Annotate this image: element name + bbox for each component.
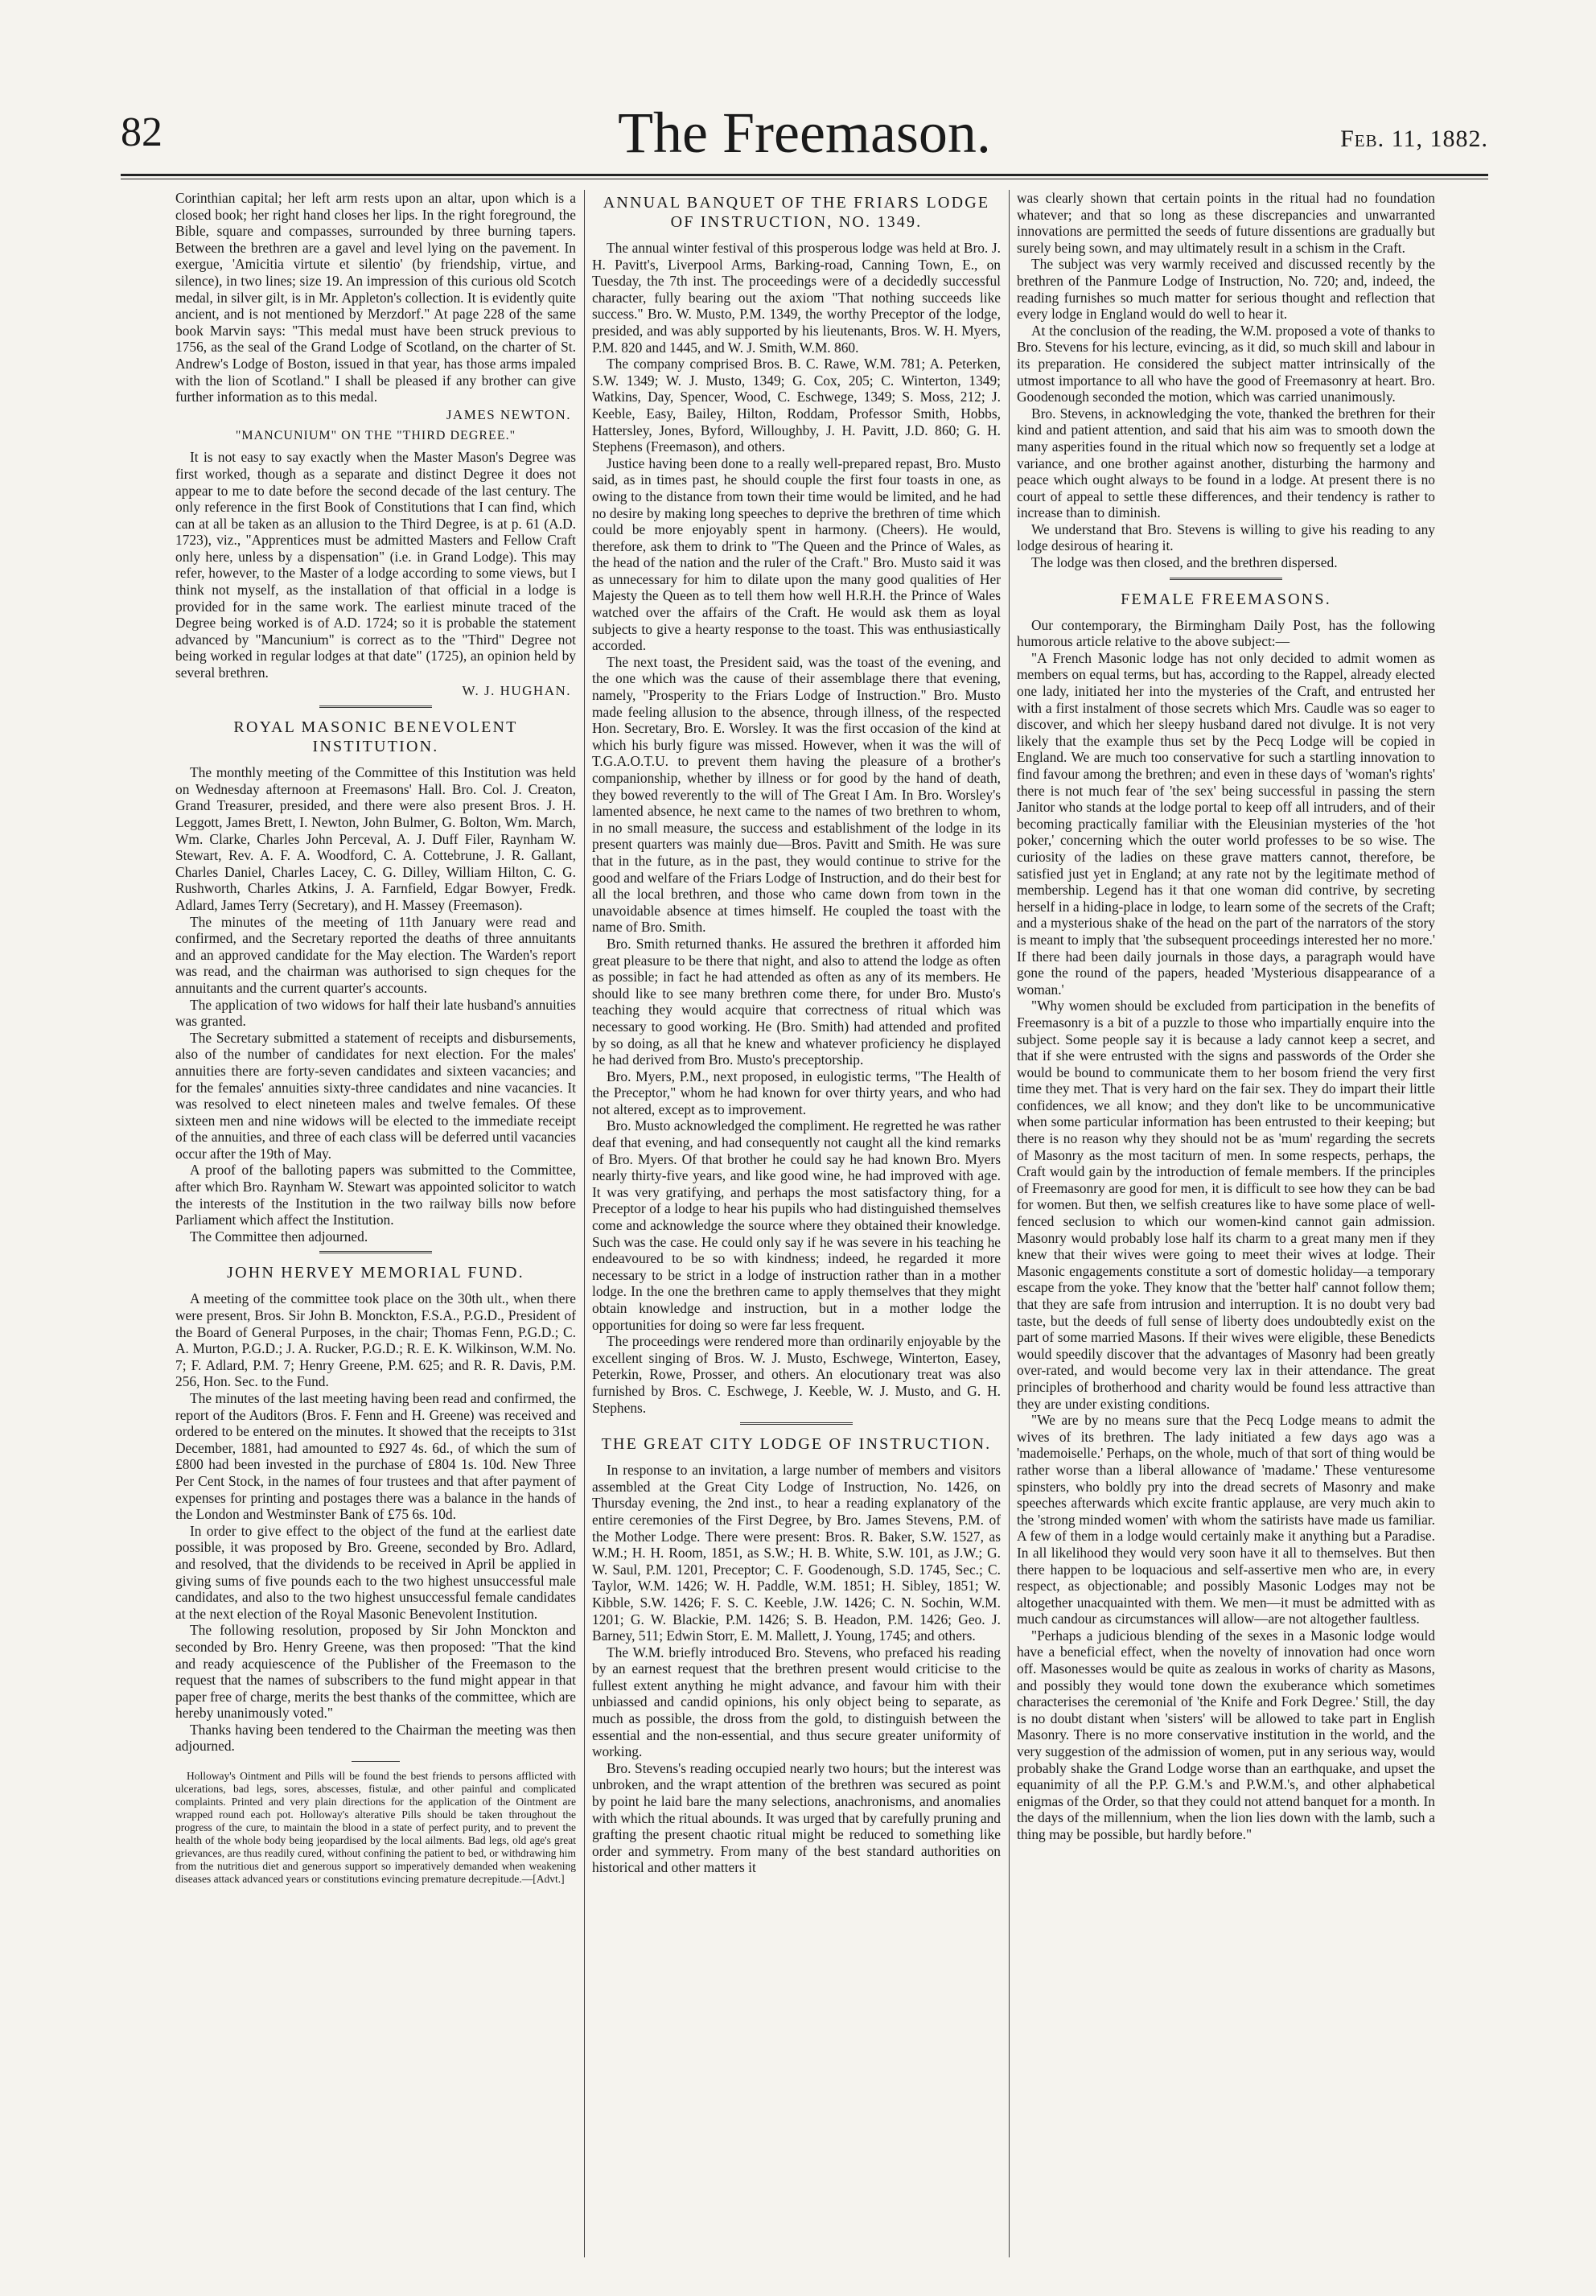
article-heading: ANNUAL BANQUET OF THE FRIARS LODGE OF INSTRUCTION, NO. 1349. — [603, 194, 990, 231]
article-paragraph: The monthly meeting of the Committee of this Institution was held on Wednesday afternoon at Freemasons' Hall. Bro. Col. J. Creaton, Grand Treasurer, presided, and there were also present Bros. J. H. Leggott, James Brett, I. Newton, John Bulmer, G. Bolton, Wm. March, Wm. Clarke, Charles John Perceval, A. J. Duff Filer, Raynham W. Stewart, Rev. A. F. A. Woodford, C. A. Cottebrune, J. R. Gallant, Charles Daniel, Charles Lacey, C. G. Dilley, William Hilton, C. G. Rushworth, Charles Atkins, J. A. Farnfield, Edgar Bowyer, Fredk. Adlard, James Terry (Secretary), and H. Massey (Freemason). — [175, 764, 576, 913]
article-paragraph: was clearly shown that certain points in the ritual had no foundation whatever; and that so long as these discrepancies and unwarranted innovations are permitted the seeds of future dissentions are gradually but surely being sown, and may ultimately result in a schism in the Craft. — [1017, 190, 1435, 256]
article-paragraph: Bro. Stevens's reading occupied nearly two hours; but the interest was unbroken, and the wrapt attention of the brethren was secured as point by point he laid bare the many selections, anachronisms, and anomalies with which the ritual abounds. It was urged that by carefully pruning and grafting the present chaotic ritual might be reduced to something like order and symmetry. From many of the best standard authorities on historical and other matters it — [592, 1759, 1001, 1876]
article-paragraph: "Why women should be excluded from participation in the benefits of Freemasonry is a bit of a puzzle to those who impartially enquire into the subject. Some people say it is because a lady cannot keep a secret, and that if she were entrusted with the signs and passwords of the Order she would be bound to communicate them to her bosom friend the very first time they met. That is very hard on the fair sex. They do impart their little confidences, we all know; and they don't like to be uncommunicative when some particular information has been entrusted to their keeping; but there is no reason why they should not be as 'mum' regarding the secrets of Masonry as the most taciturn of men. In some respects, perhaps, the Craft would gain by the introduction of female members. If the principles of Freemasonry are good for men, it is difficult to see how they can be bad for women. But then, we selfish creatures like to have some place of well-fenced seclusion to which our women-kind cannot gain admission. Masonry would probably lose half its charm to a great many men if they knew that their wives were going to meet their wives at lodge. Their Masonic engagements constitute a sort of domestic holiday—a temporary escape from the yoke. They know that the 'better half' cannot follow them; that they are safe from intrusion and interruption. It is no doubt very bad taste, but the deeds of full sense of liberty does undoubtedly exist on the part of some married Masons. If their wives were eligible, these Benedicts would speedily discover that the advantages of Masonry had been greatly over-rated, and would become very lax in their attendance. The great principles of brotherhood and charity would be found less attractive than they are under existing conditions. — [1017, 998, 1435, 1412]
signature: JAMES NEWTON. — [446, 406, 571, 422]
article-paragraph: It is not easy to say exactly when the Master Mason's Degree was first worked, though as a separate and distinct Degree it does not appear to me to date before the second decade of the last century. The only reference in the first Book of Constitutions that I can find, which can at all be taken as an allusion to the Third Degree, is at p. 61 (A.D. 1723), viz., "Apprentices must be admitted Masters and Fellow Craft only here, unless by a dispensation" (i.e. in Grand Lodge). This may refer, however, to the Master of a lodge according to some views, but I think not myself, as the installation of that official in a lodge is provided for in the same work. The earliest minute traced of the Degree being worked is of A.D. 1724; so it is probable the statement advanced by "Mancunium" is correct as to the "Third" Degree not being worked in regular lodges at that date" (1725), an opinion held by several brethren. — [175, 449, 576, 681]
article-heading: THE GREAT CITY LODGE OF INSTRUCTION. — [601, 1435, 992, 1454]
friars-article — [592, 193, 1001, 1416]
article-paragraph: "Perhaps a judicious blending of the sexes in a Masonic lodge would have a beneficial effect, when the novelty of innovation had once worn off. Masonesses would be quite as zealous in works of charity as Masons, and possibly they would tone down the exuberance which sometimes characterises the ceremonial of 'the Knife and Fork Degree.' Still, the day is no doubt distant when 'sisters' will be allowed to take part in English Masonry. There is no more conservative institution in the world, and the very suggestion of the admission of women, put in any serious way, would probably shake the Grand Lodge worse than an earthquake, and upset the equanimity of all the P.P. G.M.'s and P.W.M.'s, and other alphabetical enigmas of the Order, so that they could not attend banquet for a month. In the days of the millennium, when the lion lies down with the lamb, such a thing may be possible, but hardly before." — [1017, 1627, 1435, 1842]
article-paragraph: The subject was very warmly received and discussed recently by the brethren of the Panmure Lodge of Instruction, No. 720; and, indeed, the reading furnishes so much matter for serious thought and reflection that every lodge in England would do well to hear it. — [1017, 256, 1435, 323]
signature: W. J. HUGHAN. — [462, 682, 571, 698]
article-heading: FEMALE FREEMASONS. — [1121, 590, 1331, 608]
article-paragraph: Bro. Musto acknowledged the compliment. He regretted he was rather deaf that evening, and had consequently not caught all the kind remarks of Bro. Myers. Of that brother he could say he had known Bro. Myers nearly thirty-five years, and like good wine, he had improved with age. It was very gratifying, and perhaps the most satisfactory thing, for a Preceptor of a lodge to hear his pupils who had distinguished themselves come and acknowledge the source where they obtained their knowledge. Such was the case. He could only say if he was severe in his teaching he endeavoured to be so with kindness; indeed, he regarded it more necessary to be strict in a lodge of instruction rather than in a mother lodge. In the one the brethren came to apply themselves that they might obtain knowledge and instruction, but in a mother lodge the opportunities for doing so were far less frequent. — [592, 1117, 1001, 1333]
section-divider — [1170, 578, 1282, 582]
article-heading: "MANCUNIUM" ON THE "THIRD DEGREE." — [235, 429, 516, 443]
article-paragraph: Thanks having been tendered to the Chairman the meeting was then adjourned. — [175, 1721, 576, 1755]
great-city-continued — [1017, 190, 1435, 571]
article-paragraph: At the conclusion of the reading, the W.M. proposed a vote of thanks to Bro. Stevens for his lecture, evincing, as it did, so much skill and labour in its preparation. He considered the subject matter intrinsically of the utmost importance to all who have the good of Freemasonry at heart. Bro. Goodenough seconded the motion, which was carried unanimously. — [1017, 322, 1435, 405]
article-heading: ROYAL MASONIC BENEVOLENT INSTITUTION. — [233, 718, 518, 756]
column-rule-1 — [584, 190, 585, 2257]
great-city-article — [592, 1434, 1001, 1876]
section-divider — [740, 1422, 853, 1426]
page-number: 82 — [121, 109, 162, 155]
article-paragraph: The application of two widows for half their late husband's annuities was granted. — [175, 996, 576, 1030]
article-paragraph: The Secretary submitted a statement of receipts and disbursements, also of the number of candidates for next election. For the males' annuities there are forty-seven candidates and sixteen vacancies; and for the females' annuities sixty-three candidates and nine vacancies. It was resolved to elect nineteen males and twelve females. Of these sixteen men and nine widows will be elected to the immediate receipt of the annuities, and three of each class will be deferred until vacancies occur after the 19th of May. — [175, 1029, 576, 1162]
advert-text: Holloway's Ointment and Pills will be found the best friends to persons afflicted with ulcerations, bad legs, sores, abscesses, fistulæ, and other painful and complicated complaints. Printed and very plain directions for the application of the Ointment are wrapped round each pot. Holloway's alterative Pills should be taken throughout the progress of the cure, to maintain the blood in a state of perfect purity, and to prevent the health of the whole body being jeopardised by the local ailments. Bad legs, old age's great grievances, are thus readily cured, without confining the patient to bed, or withdrawing him from the nutritious diet and generous support so imperatively demanded when weakening diseases attack advanced years or constitutions evincing premature decrepitude.—[Advt.] — [175, 1770, 576, 1886]
article-paragraph: "A French Masonic lodge has not only decided to admit women as members on equal terms, but has, according to the Rappel, already elected one lady, initiated her into the mysteries of the Craft, and entrusted her with a first instalment of those secrets which Mrs. Caudle was so eager to discover, and which her sleepy husband dared not divulge. It is not very likely that the example thus set by the Pecq Lodge will be copied in England. We are much too conservative for such a startling innovation to find favour among the brethren; and even in these days of 'woman's rights' there is not much fear of 'the sex' being successful in passing the stern Janitor who stands at the lodge portal to keep off all intruders, and of their becoming practically familiar with the Eleusinian mysteries of the 'hot poker,' concerning which the outer world professes to be so wise. The curiosity of the ladies on these grave matters cannot, therefore, be satisfied just yet in England; at any rate not by the legitimate method of membership. Legend has it that one woman did contrive, by secreting herself in a hiding-place in lodge, to learn some of the secrets of the Craft; and a mysterious shake of the head on the part of the narrators of the story is meant to imply that 'the subsequent proceedings interested her no more.' If there had been daily journals in those days, a paragraph would have gone the round of the papers, headed 'Mysterious disappearance of a woman.' — [1017, 649, 1435, 998]
section-divider — [352, 1761, 400, 1762]
article-paragraph: A proof of the balloting papers was submitted to the Committee, after which Bro. Raynham W. Stewart was appointed solicitor to watch the interests of the Institution in the two railway bills now before Parliament which affect the Institution. — [175, 1162, 576, 1228]
article-paragraph: The following resolution, proposed by Sir John Monckton and seconded by Bro. Henry Greene, was then proposed: "That the kind and ready acquiescence of the Publisher of the Freemason to the request that the names of subscribers to the fund might appear in that paper free of charge, merits the best thanks of the committee, which are hereby unanimously voted." — [175, 1622, 576, 1722]
masthead — [121, 101, 1488, 169]
article-paragraph: In order to give effect to the object of the fund at the earliest date possible, it was proposed by Bro. Greene, seconded by Bro. Adlard, and resolved, that the dividends to be received in April be applied in giving sums of five pounds each to the two highest unsuccessful male candidates, and also to the two highest unsuccessful female candidates at the next election of the Royal Masonic Benevolent Institution. — [175, 1522, 576, 1622]
advertisement — [175, 1770, 576, 1886]
article-paragraph: Corinthian capital; her left arm rests upon an altar, upon which is a closed book; her right hand closes her lips. In the right foreground, the Bible, square and compasses, surrounded by three burning tapers. Between the brethren are a gavel and level lying on the pavement. In exergue, 'Amicitia virtute et silentio' (by friendship, virtue, and silence), in two lines; size 19. An impression of this curious old Scotch medal, in silver gilt, is in Mr. Appleton's collection. It is evidently quite ancient, and is not mentioned by Merzdorf." At page 228 of the same book Marvin says: "This medal must have been struck previous to 1756, as the seal of the Grand Lodge of Scotland, on the charter of St. Andrew's Lodge of Boston, issued in that year, has those arms impaled with the lion of Scotland." I shall be pleased if any brother can give further information as to this medal. — [175, 190, 576, 405]
article-paragraph: The minutes of the last meeting having been read and confirmed, the report of the Auditors (Bros. F. Fenn and H. Greene) was received and ordered to be entered on the minutes. It showed that the receipts to 31st December, 1881, had amounted to £927 4s. 6d., of which the sum of £800 had been invested in the purchase of £804 1s. 10d. New Three Per Cent Stock, in the names of four trustees and that after payment of expenses for printing and postages there was a balance in the hands of the London and Westminster Bank of £75 6s. 10d. — [175, 1390, 576, 1523]
article-paragraph: The minutes of the meeting of 11th January were read and confirmed, and the Secretary reported the deaths of three annuitants and an approved candidate for the May election. The Warden's report was read, and the chairman was authorised to sign cheques for the annuitants and the current quarter's accounts. — [175, 913, 576, 996]
article-paragraph: "We are by no means sure that the Pecq Lodge means to admit the wives of its brethren. The lady initiated a few days ago was a 'mademoiselle.' Perhaps, on the whole, much of that sort of thing would be rather worse than a liberal allowance of 'madame.' These venturesome spinsters, who boldly pry into the dread secrets of Masonry and make speeches afterwards which excite frantic applause, are very much akin to the 'strong minded women' with whom the satirists have made us familiar. A few of them in a lodge would certainly make it anything but a Paradise. In all likelihood they would very soon have it all to themselves. But then there happen to be loquacious and self-assertive men who are, in every respect, as objectionable; and possibly Masonic Lodges may not be altogether unacquainted with them. We men—it must be admitted with as much candour as circumstances will allow—are not altogether faultless. — [1017, 1412, 1435, 1627]
article-paragraph: The proceedings were rendered more than ordinarily enjoyable by the excellent singing of Bros. W. J. Musto, Eschwege, Winterton, Easey, Peterkin, Rowe, Prosser, and others. An elocutionary treat was also furnished by Bros. C. Eschwege, J. Keeble, W. J. Musto, and G. H. Stephens. — [592, 1333, 1001, 1416]
rmbi-article — [175, 718, 576, 1245]
article-paragraph: Our contemporary, the Birmingham Daily Post, has the following humorous article relative to the above subject:— — [1017, 616, 1435, 650]
column-3 — [1017, 190, 1435, 2257]
column-rule-2 — [1009, 190, 1010, 2257]
article-paragraph: In response to an invitation, a large number of members and visitors assembled at the Great City Lodge of Instruction, No. 1426, on Thursday evening, the 2nd inst., to hear a reading explanatory of the entire ceremonies of the First Degree, by Bro. James Stevens, P.M. of the Mother Lodge. There were present: Bros. R. Baker, S.W. 1527, as W.M.; H. H. Room, 1851, as S.W.; H. B. White, S.W. 101, as J.W.; G. W. Saul, P.M. 1201, Preceptor; C. F. Goodenough, S.D. 1745, Sec.; C. Taylor, W.M. 1426; W. H. Paddle, W.M. 1851; H. Sibley, 1851; W. Kibble, S.W. 1426; F. S. C. Keeble, J.W. 1426; C. N. Sochin, W.M. 1201; G. W. Blackie, P.M. 1426; S. B. Headon, P.M. 1426; Geo. J. Barney, 511; Edwin Storr, E. M. Mallett, J. Young, 1745; and others. — [592, 1462, 1001, 1644]
paper-title: The Freemason. — [618, 101, 991, 165]
column-2 — [592, 190, 1001, 2257]
article-paragraph: A meeting of the committee took place on the 30th ult., when there were present, Bros. Sir John B. Monckton, F.S.A., P.G.D., President of the Board of General Purposes, in the chair; Thomas Fenn, P.G.D.; C. A. Murton, P.G.D.; J. A. Rucker, P.G.D.; R. E. K. Wilkinson, W.M. No. 7; F. Adlard, P.M. 7; Henry Greene, P.M. 625; and R. R. Davis, P.M. 256, Hon. Sec. to the Fund. — [175, 1290, 576, 1390]
article-paragraph: Bro. Myers, P.M., next proposed, in eulogistic terms, "The Health of the Preceptor," whom he had known for over thirty years, and who had not altered, except as to improvement. — [592, 1068, 1001, 1117]
medal-letter — [175, 190, 576, 423]
article-paragraph: The next toast, the President said, was the toast of the evening, and the one which was the cause of their assemblage there that evening, namely, "Prosperity to the Friars Lodge of Instruction." Bro. Musto made feeling allusion to the absence, through illness, of the respected Hon. Secretary, Bro. E. Worsley. It was the first occasion of the kind at which his burly figure was missed. However, when it was the will of T.G.A.O.T.U. to prevent them having the pleasure of a brother's companionship, whether by illness or for good by the hand of death, they bowed reverently to the will of The Great I Am. In Bro. Worsley's lamented absence, he next came to the names of two brethren to whom, in no small measure, the success and establishment of the lodge in its present quarters was mainly due—Bros. Pavitt and Smith. He was sure that in the future, as in the past, they would continue to strive for the good and welfare of the Friars Lodge of Instruction, and do their best for all the local brethren, and those who came down from town in the unavoidable absence at times himself. He coupled the toast with the name of Bro. Smith. — [592, 653, 1001, 936]
article-heading: JOHN HERVEY MEMORIAL FUND. — [227, 1264, 524, 1282]
issue-date: Feb. 11, 1882. — [1340, 125, 1488, 152]
female-freemasons-article — [1017, 590, 1435, 1843]
article-paragraph: Bro. Stevens, in acknowledging the vote, thanked the brethren for their kind and patient attention, and said that his aim was to smooth down the many asperities found in the ritual which now so frequently set a lodge at variance, and one brother against another, disturbing the harmony and peace which ought always to be found in a lodge. At present there is no court of appeal to settle these differences, and their tendency is rather to increase than to diminish. — [1017, 405, 1435, 521]
article-paragraph: The Committee then adjourned. — [190, 1228, 368, 1245]
article-paragraph: The annual winter festival of this prosperous lodge was held at Bro. J. H. Pavitt's, Liverpool Arms, Barking-road, Canning Town, E., on Tuesday, the 7th inst. The proceedings were of a decidedly successful character, fully bearing out the axiom "That nothing succeeds like success." Bro. W. Musto, P.M. 1349, the worthy Preceptor of the lodge, presided, and was ably supported by his lieutenants, Bros. W. H. Myers, P.M. 820 and 1445, and W. J. Smith, W.M. 860. — [592, 240, 1001, 356]
jhm-article — [175, 1263, 576, 1755]
article-paragraph: Justice having been done to a really well-prepared repast, Bro. Musto said, as in times past, he should couple the first four toasts in one, as owing to the distance from town their time would be limited, and he had no desire by making long speeches to deprive the brethren of time which could be more enjoyably spent in harmony. (Cheers). He would, therefore, ask them to drink to "The Queen and the Prince of Wales, as the head of the nation and the ruler of the Craft." Bro. Musto said it was as unnecessary for him to dilate upon the many good qualities of Her Majesty the Queen as to tell them how well H.R.H. the Prince of Wales watched over the affairs of the Craft. He would ask them as loyal subjects to give a hearty response to the toast. This was enthusiastically accorded. — [592, 455, 1001, 654]
section-divider — [319, 706, 432, 710]
article-paragraph: The lodge was then closed, and the brethren dispersed. — [1031, 554, 1338, 571]
column-1 — [175, 190, 576, 2257]
article-paragraph: The W.M. briefly introduced Bro. Stevens, who prefaced his reading by an earnest request that the brethren present would criticise to the fullest extent anything he might advance, and favour him with their unbiassed and candid opinions, his only object being to separate, as much as possible, the dross from the gold, to distinguish between the essential and the non-essential, and thus secure greater uniformity of working. — [592, 1644, 1001, 1760]
section-divider — [319, 1251, 432, 1255]
article-paragraph: Bro. Smith returned thanks. He assured the brethren it afforded him great pleasure to be there that night, and also to attend the lodge as often as possible; in fact he had attended as often as any of its members. He should like to see many brethren come there, for under Bro. Musto's teaching they would acquire that correctness of ritual which was necessary to good working. He (Bro. Smith) had attended and profited by so doing, as all that he knew and whatever proficiency he displayed he had derived from Bro. Musto's preceptorship. — [592, 935, 1001, 1068]
mancunium-letter — [175, 426, 576, 699]
masthead-rule — [121, 174, 1488, 176]
article-paragraph: The company comprised Bros. B. C. Rawe, W.M. 781; A. Peterken, S.W. 1349; W. J. Musto, 1349; G. Cox, 205; C. Winterton, 1349; Watkins, Day, Spencer, Wood, C. Eschwege, 1349; S. Moss, 212; J. Keeble, Easy, Bailey, Hilton, Roddam, Professor Smith, Hobbs, Hattersley, Jones, Byford, Willoughby, J. H. Pavitt, J.D. 860; G. H. Stephens (Freemason), and others. — [592, 356, 1001, 455]
article-paragraph: We understand that Bro. Stevens is willing to give his reading to any lodge desirous of hearing it. — [1017, 521, 1435, 554]
